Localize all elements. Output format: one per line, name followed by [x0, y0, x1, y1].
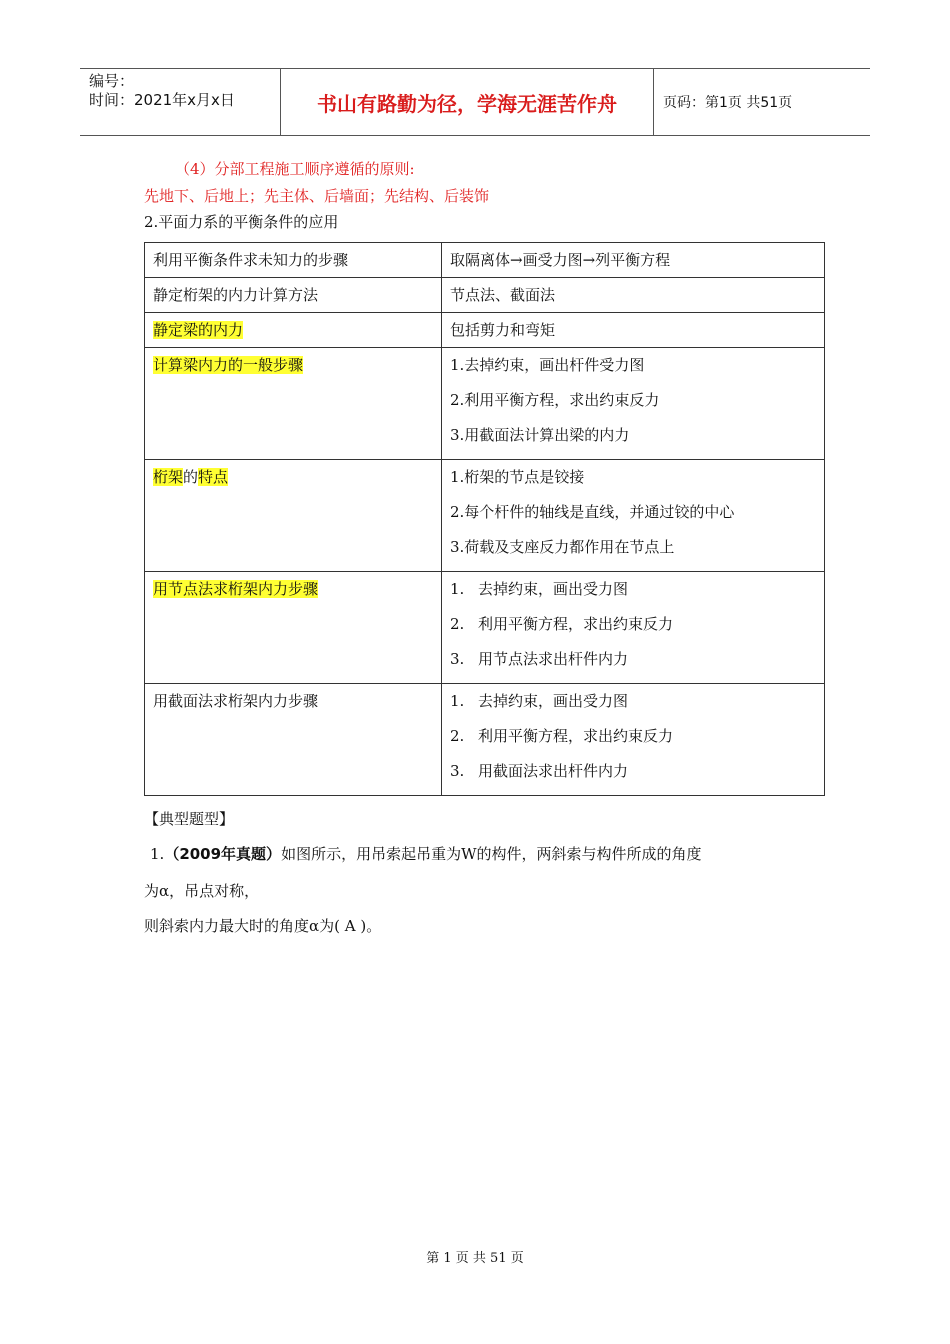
equilibrium-table — [144, 242, 825, 796]
highlight-text: 计算梁内力的一般步骤 — [153, 356, 304, 374]
table-cell-left — [145, 572, 442, 684]
list-item: 3.用截面法计算出梁的内力 — [450, 426, 630, 444]
table-row — [145, 460, 825, 572]
page-footer: 第 1 页 共 51 页 — [426, 1251, 524, 1266]
number-label: 编号： — [89, 72, 135, 90]
list-text: 去掉约束，画出受力图 — [478, 580, 629, 598]
table-row — [145, 684, 825, 796]
question-text: 如图所示，用吊索起吊重为W的构件，两斜索与构件所成的角度 — [281, 845, 702, 863]
list-item — [450, 760, 816, 795]
page-header — [80, 68, 870, 136]
list-number: 2. — [450, 727, 465, 745]
list-item: 2.利用平衡方程，求出约束反力 — [450, 391, 660, 409]
table-cell-left: 用截面法求桁架内力步骤 — [145, 684, 442, 796]
time-label: 时间：2021年x月x日 — [89, 91, 235, 109]
table-cell-right: 包括剪力和弯矩 — [442, 313, 825, 348]
list-number: 2. — [450, 615, 465, 633]
table-cell-left — [145, 460, 442, 572]
list-item: 3.荷载及支座反力都作用在节点上 — [450, 538, 675, 556]
highlight-text: 桁架 — [153, 468, 184, 486]
list-item: 2.每个杆件的轴线是直线，并通过铰的中心 — [450, 503, 735, 521]
header-page-label: 页码：第1页 共51页 — [663, 95, 793, 111]
table-cell-right — [442, 572, 825, 684]
table-row — [145, 572, 825, 684]
list-item — [450, 690, 816, 725]
table-cell-left — [145, 313, 442, 348]
list-text: 去掉约束，画出受力图 — [478, 692, 629, 710]
question-number: 1. — [150, 845, 165, 863]
list-text: 用截面法求出杆件内力 — [478, 762, 629, 780]
list-item — [450, 648, 816, 683]
table-row — [145, 278, 825, 313]
list-item: 1.去掉约束，画出杆件受力图 — [450, 356, 645, 374]
cell-text: 的 — [183, 468, 199, 486]
table-row — [145, 243, 825, 278]
header-meta — [80, 69, 281, 135]
question-line-3: 则斜索内力最大时的角度α为( A )。 — [144, 917, 382, 935]
table-cell-left — [145, 348, 442, 460]
section-title: 2.平面力系的平衡条件的应用 — [144, 213, 339, 231]
list-item — [450, 613, 816, 648]
intro-principle-text: 先地下、后地上；先主体、后墙面；先结构、后装饰 — [144, 187, 490, 205]
question-heading: 【典型题型】 — [144, 810, 235, 828]
list-number: 3. — [450, 762, 465, 780]
table-cell-right: 取隔离体→画受力图→列平衡方程 — [442, 243, 825, 278]
header-motto: 书山有路勤为径，学海无涯苦作舟 — [281, 69, 654, 135]
list-item: 1.桁架的节点是铰接 — [450, 468, 585, 486]
list-number: 3. — [450, 650, 465, 668]
list-item — [450, 725, 816, 760]
list-number: 1. — [450, 692, 465, 710]
list-text: 用节点法求出杆件内力 — [478, 650, 629, 668]
table-row — [145, 348, 825, 460]
question-line-2: 为α，吊点对称， — [144, 882, 260, 900]
highlight-text: 用节点法求桁架内力步骤 — [153, 580, 319, 598]
table-cell-left: 利用平衡条件求未知力的步骤 — [145, 243, 442, 278]
intro-principle-heading: （4）分部工程施工顺序遵循的原则: — [175, 160, 415, 178]
highlight-text: 特点 — [198, 468, 229, 486]
list-text: 利用平衡方程，求出约束反力 — [478, 615, 674, 633]
question-line-1 — [150, 843, 701, 864]
list-number: 1. — [450, 580, 465, 598]
table-cell-right — [442, 348, 825, 460]
table-cell-left: 静定桁架的内力计算方法 — [145, 278, 442, 313]
highlight-text: 静定梁的内力 — [153, 321, 244, 339]
table-cell-right — [442, 684, 825, 796]
list-text: 利用平衡方程，求出约束反力 — [478, 727, 674, 745]
table-row — [145, 313, 825, 348]
table-cell-right: 节点法、截面法 — [442, 278, 825, 313]
table-cell-right — [442, 460, 825, 572]
list-item — [450, 578, 816, 613]
question-source: （2009年真题） — [164, 845, 282, 863]
